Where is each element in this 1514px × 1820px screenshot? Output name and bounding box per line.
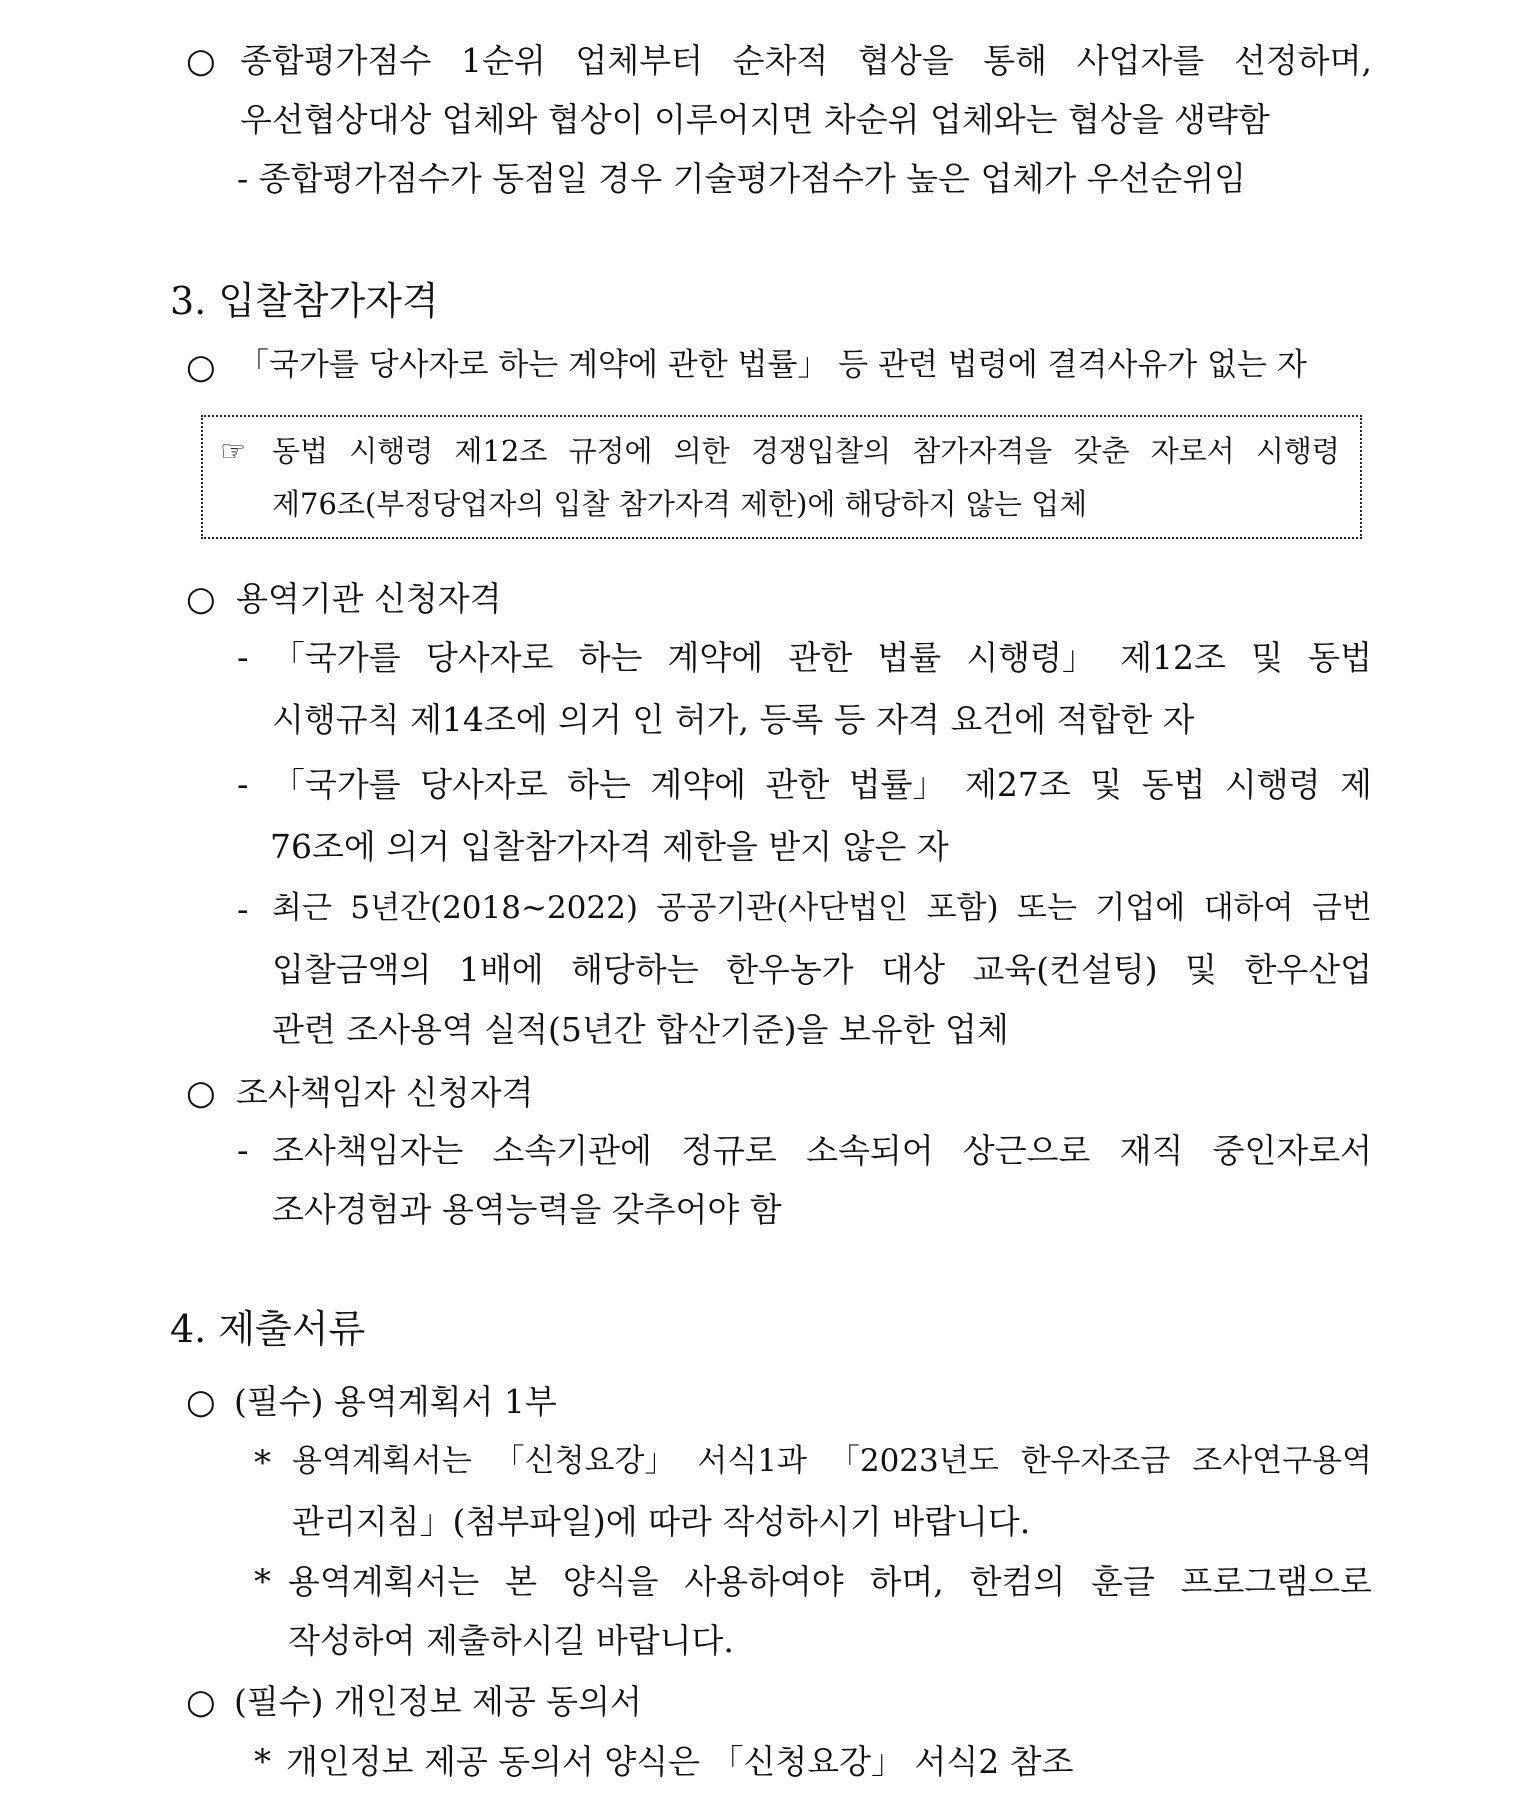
circle-bullet: ○ bbox=[186, 41, 216, 81]
text-word: 하며, bbox=[869, 1562, 944, 1601]
text-word: 1순위 bbox=[460, 41, 546, 80]
text-line: 동법 bbox=[272, 434, 329, 468]
sub-item-line bbox=[270, 827, 949, 866]
text-word: 1배에 bbox=[458, 950, 544, 989]
text-word: 협상을 bbox=[857, 41, 954, 80]
text-word: 사업자를 bbox=[1076, 41, 1205, 80]
text-line: 관련 조사용역 실적(5년간 합산기준)을 보유한 업체 bbox=[272, 1010, 1009, 1049]
sub-item-line bbox=[272, 1190, 782, 1229]
text-line: 제76조(부정당업자의 입찰 참가자격 제한)에 해당하지 않는 업체 bbox=[272, 487, 1088, 521]
text-line: 용역계획서는 bbox=[288, 1562, 480, 1601]
circle-bullet: ○ bbox=[186, 1682, 216, 1722]
sub-item-line bbox=[272, 700, 1195, 739]
text-word: 의한 bbox=[673, 434, 730, 468]
text-word: 「신청요강」 bbox=[493, 1443, 676, 1479]
text-line: 「국가를 당사자로 하는 계약에 관한 법률」 등 관련 법령에 결격사유가 없는 자 bbox=[238, 347, 1307, 383]
text-word: 동법 bbox=[1141, 765, 1206, 804]
text-word: 및 bbox=[1185, 950, 1217, 989]
text-word: 한우산업 bbox=[1244, 950, 1372, 989]
text-word: 시행령」 bbox=[966, 638, 1095, 677]
text-line: 개인정보 제공 동의서 양식은 「신청요강」 서식2 참조 bbox=[286, 1742, 1074, 1781]
sub-item-line bbox=[272, 638, 1372, 677]
text-word: 관한 bbox=[788, 638, 853, 677]
text-word: 소속기관에 bbox=[492, 1131, 652, 1170]
dash-bullet: - bbox=[237, 890, 249, 930]
item-title bbox=[236, 1073, 534, 1112]
text-line: 76조에 의거 입찰참가자격 제한을 받지 않은 자 bbox=[270, 827, 949, 866]
text-word: 재직 bbox=[1119, 1131, 1184, 1170]
text-line: 작성하여 제출하시길 바랍니다. bbox=[288, 1621, 734, 1660]
dash-bullet: - bbox=[237, 765, 249, 805]
text-word: 제12조 bbox=[454, 434, 548, 468]
text-word: 자로서 bbox=[1150, 434, 1235, 468]
text-word: 하는 bbox=[567, 765, 631, 804]
text-word: 교육(컨설팅) bbox=[972, 950, 1158, 989]
text-word: 사용하여야 bbox=[684, 1562, 844, 1601]
text-word: 규정에 bbox=[568, 434, 653, 468]
note-line bbox=[286, 1742, 1074, 1781]
text-word: 시행령 bbox=[349, 434, 434, 468]
text-line: 최근 bbox=[272, 890, 332, 926]
dash-bullet: - bbox=[237, 638, 249, 678]
note-line bbox=[272, 487, 1088, 521]
text-word: 금번 bbox=[1312, 890, 1372, 926]
text-word: 시행령 bbox=[1255, 434, 1340, 468]
asterisk-bullet: * bbox=[254, 1562, 271, 1602]
text-line: 시행규칙 제14조에 의거 인 허가, 등록 등 자격 요건에 적합한 자 bbox=[272, 700, 1195, 739]
item-title bbox=[234, 1682, 642, 1721]
text-word: 대하여 bbox=[1203, 890, 1294, 926]
text-word: 한우자조금 bbox=[1020, 1443, 1171, 1479]
text-line: 조사경험과 용역능력을 갖추어야 함 bbox=[272, 1190, 782, 1229]
text-word: 포함) bbox=[926, 890, 999, 926]
text-line: 우선협상대상 업체와 협상이 이루어지면 차순위 업체와는 협상을 생략함 bbox=[240, 100, 1270, 139]
text-line: 관리지침」(첨부파일)에 따라 작성하시기 바랍니다. bbox=[292, 1502, 1031, 1541]
text-word: 경쟁입찰의 bbox=[750, 434, 892, 468]
circle-bullet: ○ bbox=[186, 1073, 216, 1113]
text-word: 당사자로 bbox=[425, 638, 554, 677]
text-word: 대상 bbox=[881, 950, 945, 989]
text-word: 기업에 bbox=[1095, 890, 1186, 926]
text-line: 조사책임자 신청자격 bbox=[236, 1073, 534, 1112]
text-word: 본 bbox=[505, 1562, 537, 1601]
text-word: 해당하는 bbox=[571, 950, 699, 989]
text-word: 한우농가 bbox=[726, 950, 854, 989]
text-word: 양식을 bbox=[562, 1562, 659, 1601]
dash-bullet: - bbox=[237, 1131, 249, 1171]
text-word: 제12조 bbox=[1120, 638, 1226, 677]
text-word: 법률」 bbox=[848, 765, 946, 804]
item-title bbox=[234, 1382, 557, 1421]
text-word: 및 bbox=[1090, 765, 1123, 804]
text-word: 또는 bbox=[1017, 890, 1077, 926]
text-line: 「국가를 bbox=[272, 765, 401, 804]
text-word: 서식1과 bbox=[697, 1443, 807, 1479]
section-heading-3: 3. 입찰참가자격 bbox=[170, 279, 439, 323]
note-line bbox=[272, 434, 1340, 468]
sub-item-line bbox=[272, 890, 1372, 926]
note-line bbox=[288, 1562, 1372, 1601]
text-word: 계약에 bbox=[667, 638, 764, 677]
sub-item-line bbox=[237, 159, 1247, 198]
text-word: 조사연구용역 bbox=[1192, 1443, 1372, 1479]
text-line: 「국가를 bbox=[272, 638, 401, 677]
text-word: 중인자로서 bbox=[1212, 1131, 1372, 1170]
text-word: 소속되어 bbox=[806, 1131, 934, 1170]
text-line: (필수) 개인정보 제공 동의서 bbox=[234, 1682, 642, 1721]
section-heading-4: 4. 제출서류 bbox=[170, 1307, 366, 1351]
circle-bullet: ○ bbox=[186, 1382, 216, 1422]
text-word: 한컴의 bbox=[969, 1562, 1066, 1601]
text-word: 훈글 bbox=[1091, 1562, 1155, 1601]
sub-item-line bbox=[272, 950, 1372, 989]
text-line: 용역계획서는 bbox=[292, 1443, 472, 1479]
text-word: 계약에 bbox=[650, 765, 747, 804]
text-line: - 종합평가점수가 동점일 경우 기술평가점수가 높은 업체가 우선순위임 bbox=[237, 159, 1247, 198]
item-title bbox=[236, 579, 502, 618]
text-line: 종합평가점수 bbox=[240, 41, 432, 80]
text-word: 당사자로 bbox=[420, 765, 548, 804]
note-line bbox=[292, 1502, 1031, 1541]
text-word: 하는 bbox=[578, 638, 643, 677]
text-word: 정규로 bbox=[681, 1131, 777, 1170]
text-word: 제 bbox=[1339, 765, 1372, 804]
text-word: 통해 bbox=[983, 41, 1048, 80]
text-word: 5년간(2018~2022) bbox=[350, 890, 638, 926]
pointing-hand-icon: ☞ bbox=[220, 434, 246, 468]
text-word: 동법 bbox=[1308, 638, 1372, 677]
sub-item-line bbox=[272, 1010, 1009, 1049]
paragraph-line bbox=[240, 100, 1270, 139]
text-word: 공공기관(사단법인 bbox=[656, 890, 909, 926]
asterisk-bullet: * bbox=[254, 1443, 271, 1483]
note-line bbox=[292, 1443, 1372, 1479]
text-word: 관한 bbox=[765, 765, 830, 804]
asterisk-bullet: * bbox=[254, 1742, 271, 1782]
circle-bullet: ○ bbox=[186, 347, 216, 387]
sub-item-line bbox=[272, 765, 1372, 804]
text-word: 시행령 bbox=[1224, 765, 1321, 804]
text-word: 「2023년도 bbox=[828, 1443, 999, 1479]
text-word: 제27조 bbox=[965, 765, 1071, 804]
text-word: 갖춘 bbox=[1073, 434, 1130, 468]
text-line: 입찰금액의 bbox=[272, 950, 432, 989]
text-line: (필수) 용역계획서 1부 bbox=[234, 1382, 557, 1421]
text-word: 선정하며, bbox=[1233, 41, 1372, 80]
circle-bullet: ○ bbox=[186, 579, 216, 619]
paragraph-line bbox=[240, 41, 1372, 80]
text-word: 업체부터 bbox=[575, 41, 703, 80]
text-word: 프로그램으로 bbox=[1180, 1562, 1372, 1601]
text-line: 용역기관 신청자격 bbox=[236, 579, 502, 618]
text-word: 참가자격을 bbox=[912, 434, 1053, 468]
qualification-line bbox=[238, 347, 1307, 383]
text-word: 순차적 bbox=[732, 41, 829, 80]
text-word: 법률 bbox=[877, 638, 942, 677]
text-line: 조사책임자는 bbox=[272, 1131, 464, 1170]
sub-item-line bbox=[272, 1131, 1372, 1170]
text-word: 및 bbox=[1251, 638, 1283, 677]
text-word: 상근으로 bbox=[962, 1131, 1091, 1170]
note-line bbox=[288, 1621, 734, 1660]
